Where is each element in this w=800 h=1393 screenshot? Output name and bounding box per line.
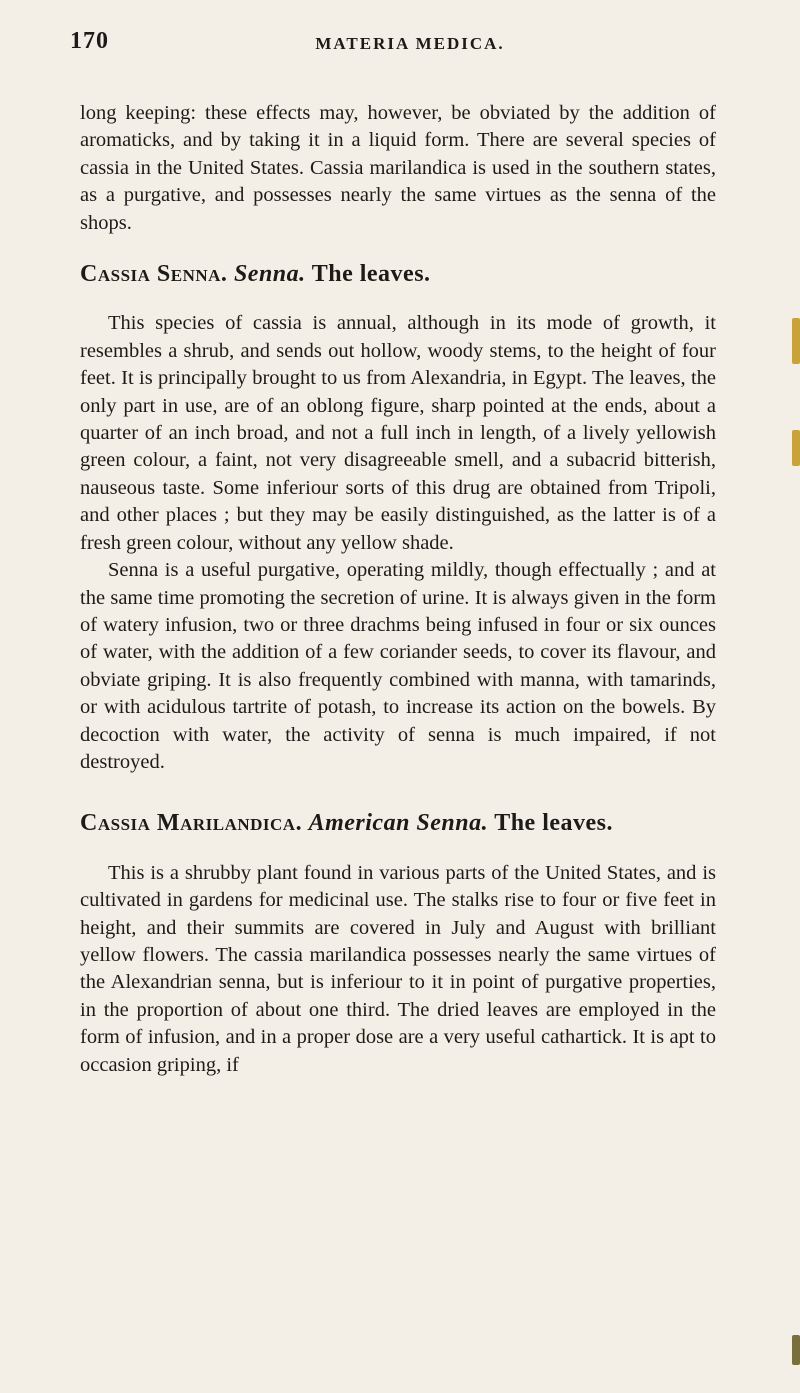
american-senna-paragraph: This is a shrubby plant found in various parts of the United States, and is cultivated in gardens for medicinal use. The stalks rise to four or five feet in height, and their summits are covered in July and August with brilliant yellow flowers. The cassia marilandica possesses nearly the same virtues of the Alexandrian senna, but is inferiour to it in point of purgative properties, in the proportion of about one third. The dried leaves are employed in the form of infusion, and in a proper dose are a very useful cathartick. It is apt to occasion griping, if	[80, 861, 716, 1076]
senna-usage-paragraph: Senna is a useful purgative, operating mildly, though effectually ; and at the same time promoting the secretion of urine. It is always given in the form of watery infusion, two or three drachms being infused in four or six ounces of water, with the addition of a few coriander seeds, to cover its flavour, and obviate griping. It is also frequently combined with manna, with tamarinds, or with acidulous tartrite of potash, to increase its action on the bowels. By decoction with water, the activity of senna is much impaired, if not destroyed.	[80, 559, 716, 773]
running-head: MATERIA MEDICA.	[315, 34, 505, 53]
page-edge-stain	[792, 430, 800, 466]
page-number: 170	[70, 28, 109, 54]
heading-common-name: Senna.	[233, 261, 306, 288]
body-text	[80, 100, 716, 1079]
page-edge-stain	[792, 1335, 800, 1365]
page-edge-stain	[792, 318, 800, 364]
section-heading-cassia-senna	[80, 261, 716, 288]
section-heading-cassia-marilandica	[80, 810, 716, 837]
heading-genus: Cassia Senna.	[80, 261, 228, 288]
heading-part: The leaves.	[311, 261, 431, 288]
heading-common-name: American Senna.	[308, 810, 489, 837]
heading-part: The leaves.	[494, 810, 614, 837]
page-header	[70, 28, 750, 68]
senna-description-paragraph: This species of cassia is annual, although in its mode of growth, it resembles a shrub, and sends out hollow, woody stems, to the height of four feet. It is principally brought to us from Alexandria, in Egypt. The leaves, the only part in use, are of an oblong figure, sharp pointed at the ends, about a quarter of an inch broad, and not a full inch in length, of a lively yellowish green colour, a faint, not very disagreeable smell, and a subacrid bitterish, nauseous taste. Some inferiour sorts of this drug are obtained from Tripoli, and other places ; but they may be easily distinguished, as the latter is of a fresh green colour, without any yellow shade.	[80, 312, 716, 554]
intro-paragraph: long keeping: these effects may, however, be obviated by the addition of aromaticks, and by taking it in a liquid form. There are several species of cassia in the United States. Cassia marilandica is used in the southern states, as a purgative, and possesses nearly the same virtues as the senna of the shops.	[80, 102, 716, 234]
heading-genus: Cassia Marilandica.	[80, 810, 303, 837]
